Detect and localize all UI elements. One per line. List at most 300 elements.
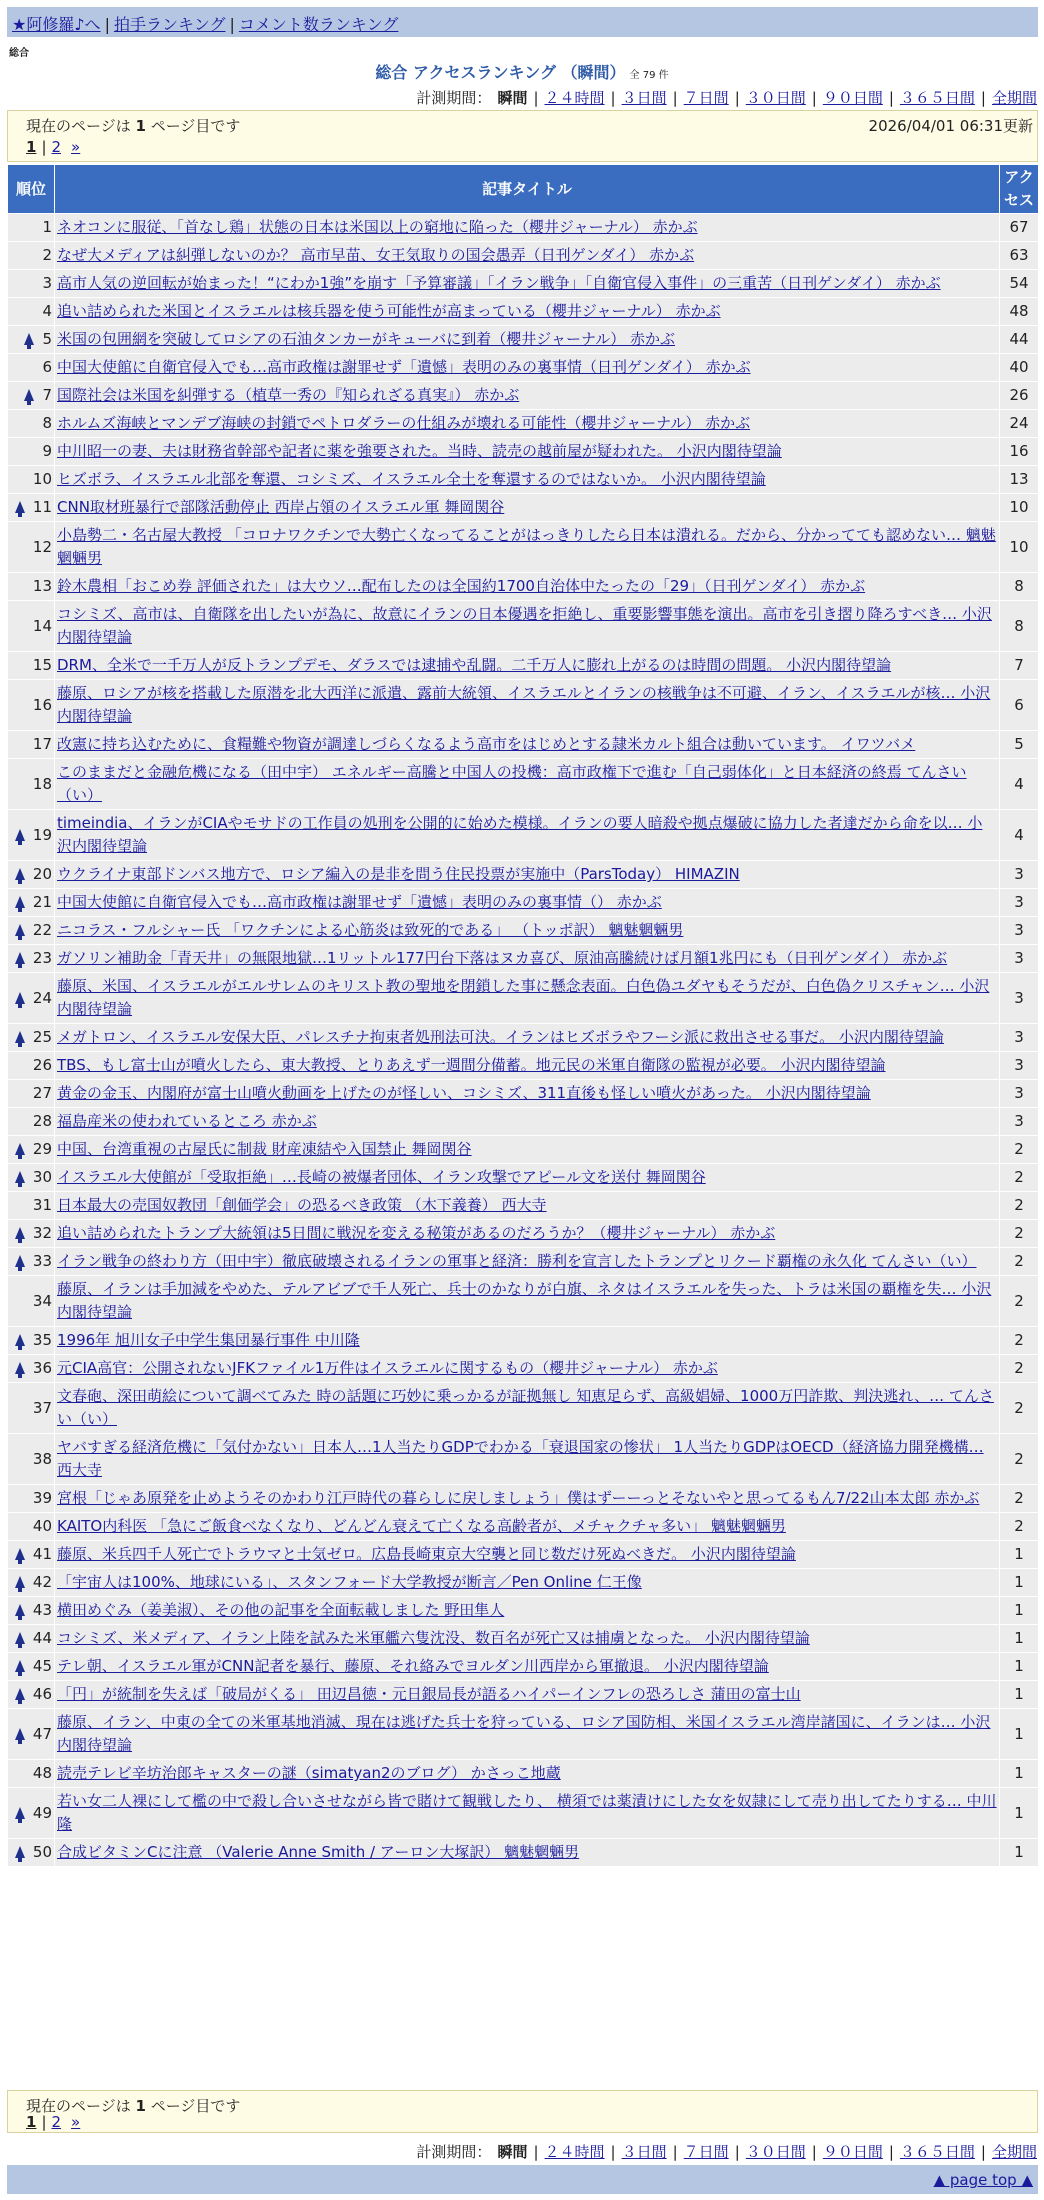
rank-cell <box>8 917 55 945</box>
rank-number: 21 <box>32 893 52 911</box>
table-row <box>8 410 1039 438</box>
article-link[interactable]: 追い詰められたトランプ大統領は5日間に戦況を変える秘策があるのだろうか？（櫻井ジャーナル） 赤かぶ <box>57 1224 776 1242</box>
access-count: 63 <box>1000 242 1039 270</box>
table-row <box>8 1597 1039 1625</box>
rank-number: 38 <box>32 1449 52 1468</box>
title-cell <box>55 945 1000 973</box>
period-link-6[interactable]: 全期間 <box>991 2143 1037 2161</box>
page-top-link[interactable]: ▲ page top ▲ <box>933 2171 1033 2189</box>
article-link[interactable]: ヤバすぎる経済危機に「気付かない」日本人…1人当たりGDPでわかる「衰退国家の惨状」 1人当たりGDPはOECD（経済協力開発機構… 西大寺 <box>57 1438 984 1479</box>
article-link[interactable]: 1996年 旭川女子中学生集団暴行事件 中川隆 <box>57 1331 360 1349</box>
pager-bottom <box>26 2113 80 2131</box>
title-cell <box>55 731 1000 759</box>
access-count: 1 <box>1000 1597 1039 1625</box>
rank-up-arrow-icon <box>15 1255 25 1267</box>
article-link[interactable]: timeindia、イランがCIAやモサドの工作員の処刑を公開的に始めた模様。イランの要人暗殺や拠点爆破に協力した者達だから命を以… 小沢内閣待望論 <box>57 814 983 855</box>
article-link[interactable]: KAITO内科医 「急にご飯食べなくなり、どんどん衰えて亡くなる高齢者が、メチャクチャ多い」 魑魅魍魎男 <box>57 1517 786 1535</box>
article-link[interactable]: 米国の包囲網を突破してロシアの石油タンカーがキューバに到着（櫻井ジャーナル） 赤かぶ <box>57 330 675 348</box>
table-row <box>8 1625 1039 1653</box>
pager-link-1[interactable]: 2 <box>51 2113 62 2131</box>
rank-up-arrow-icon <box>15 1031 25 1043</box>
comment-ranking-link[interactable]: コメント数ランキング <box>238 15 399 34</box>
article-link[interactable]: 元CIA高官：公開されないJFKファイル1万件はイスラエルに関するもの（櫻井ジャーナル） 赤かぶ <box>57 1359 718 1377</box>
title-cell <box>55 1383 1000 1434</box>
table-row <box>8 601 1039 652</box>
period-link-0[interactable]: ２４時間 <box>544 89 605 107</box>
title-cell <box>55 1248 1000 1276</box>
rank-up-arrow-icon <box>15 1171 25 1183</box>
title-cell <box>55 438 1000 466</box>
access-count: 2 <box>1000 1164 1039 1192</box>
article-link[interactable]: 藤原、ロシアが核を搭載した原潜を北大西洋に派遣、露前大統領、イスラエルとイランの核戦争は不可避、イラン、イスラエルが核… 小沢内閣待望論 <box>57 684 991 725</box>
rank-number: 34 <box>32 1291 52 1310</box>
article-link[interactable]: 中国、台湾重視の古屋氏に制裁 財産凍結や入国禁止 舞岡関谷 <box>57 1140 472 1158</box>
rank-cell <box>8 1681 55 1709</box>
pager-separator: | <box>41 2113 47 2131</box>
title-cell <box>55 354 1000 382</box>
rank-up-arrow-icon <box>15 868 25 880</box>
rank-number: 44 <box>32 1629 52 1647</box>
rank-cell <box>8 1839 55 1867</box>
rank-cell <box>8 1383 55 1434</box>
rank-number: 32 <box>32 1224 52 1242</box>
rank-cell <box>8 1248 55 1276</box>
article-link[interactable]: 藤原、米兵四千人死亡でトラウマと士気ゼロ。広島長崎東京大空襲と同じ数だけ死ぬべきだ。 小沢内閣待望論 <box>57 1545 796 1563</box>
rank-up-arrow-icon <box>15 1362 25 1374</box>
access-count: 3 <box>1000 945 1039 973</box>
table-row <box>8 1709 1039 1760</box>
article-link[interactable]: DRM、全米で一千万人が反トランプデモ、ダラスでは逮捕や乱闘。二千万人に膨れ上がるのは時間の問題。 小沢内閣待望論 <box>57 656 892 674</box>
access-count: 2 <box>1000 1248 1039 1276</box>
access-count: 2 <box>1000 1383 1039 1434</box>
rank-cell <box>8 242 55 270</box>
access-count: 4 <box>1000 810 1039 861</box>
access-count: 13 <box>1000 466 1039 494</box>
article-link[interactable]: ウクライナ東部ドンバス地方で、ロシア編入の是非を問う住民投票が実施中（ParsToday） HIMAZIN <box>57 865 740 883</box>
home-link[interactable]: ★阿修羅♪へ <box>12 15 101 34</box>
article-link[interactable]: このままだと金融危機になる（田中宇） エネルギー高騰と中国人の投機：高市政権下で進む「自己弱体化」と日本経済の終焉 てんさい（い） <box>57 763 967 804</box>
ranking-table <box>7 164 1039 1867</box>
rank-cell <box>8 861 55 889</box>
title-cell <box>55 1485 1000 1513</box>
rank-number: 41 <box>32 1545 52 1563</box>
access-count: 67 <box>1000 214 1039 242</box>
article-link[interactable]: 藤原、イランは手加減をやめた、テルアビブで千人死亡、兵士のかなりが白旗、ネタはイスラエルを失った、トラは米国の覇権を失… 小沢内閣待望論 <box>57 1280 992 1321</box>
rank-up-arrow-icon <box>15 1807 25 1819</box>
article-link[interactable]: なぜ大メディアは糾弾しないのか？ 高市早苗、女王気取りの国会愚弄（日刊ゲンダイ） 赤かぶ <box>57 246 695 264</box>
table-row <box>8 917 1039 945</box>
period-current: 瞬間 <box>497 2143 528 2161</box>
table-row <box>8 1653 1039 1681</box>
period-link-6[interactable]: 全期間 <box>991 89 1037 107</box>
rank-number: 10 <box>32 470 52 488</box>
rank-up-arrow-icon <box>15 1660 25 1672</box>
access-count: 2 <box>1000 1355 1039 1383</box>
table-row <box>8 1136 1039 1164</box>
title-cell <box>55 326 1000 354</box>
title-cell <box>55 410 1000 438</box>
rank-cell <box>8 466 55 494</box>
rank-number: 4 <box>42 302 52 320</box>
rank-number: 30 <box>32 1168 52 1186</box>
title-cell <box>55 1569 1000 1597</box>
rank-up-arrow-icon <box>15 1728 25 1740</box>
period-link-3[interactable]: ３０日間 <box>745 89 806 107</box>
table-row <box>8 214 1039 242</box>
article-link[interactable]: 黄金の金玉、内閣府が富士山噴火動画を上げたのが怪しい、コシミズ、311直後も怪しい噴火があった。 小沢内閣待望論 <box>57 1084 871 1102</box>
pager-link-1[interactable]: 2 <box>51 138 62 156</box>
rank-cell <box>8 1485 55 1513</box>
rank-up-arrow-icon <box>15 1576 25 1588</box>
period-separator: | <box>888 89 894 107</box>
rank-number: 6 <box>42 358 52 376</box>
title-cell <box>55 759 1000 810</box>
period-link-5[interactable]: ３６５日間 <box>899 89 975 107</box>
rank-cell <box>8 1080 55 1108</box>
rank-up-arrow-icon <box>15 992 25 1004</box>
rank-number: 42 <box>32 1573 52 1591</box>
rank-up-arrow-icon <box>15 1227 25 1239</box>
total-count: 全 79 件 <box>629 70 669 81</box>
article-link[interactable]: 中川昭一の妻、夫は財務省幹部や記者に薬を強要された。当時、読売の越前屋が疑われた。 小沢内閣待望論 <box>57 442 782 460</box>
period-link-4[interactable]: ９０日間 <box>822 89 883 107</box>
access-count: 16 <box>1000 438 1039 466</box>
access-count: 1 <box>1000 1681 1039 1709</box>
access-count: 44 <box>1000 326 1039 354</box>
title-cell <box>55 917 1000 945</box>
table-row <box>8 1192 1039 1220</box>
article-link[interactable]: 若い女二人裸にして檻の中で殺し合いさせながら皆で賭けて観戦したり、 横須では薬漬けにした女を奴隷にして売り出してたりする… 中川隆 <box>57 1792 997 1833</box>
title-cell <box>55 810 1000 861</box>
rank-number: 19 <box>32 825 52 844</box>
access-count: 48 <box>1000 298 1039 326</box>
access-count: 2 <box>1000 1192 1039 1220</box>
rank-cell <box>8 810 55 861</box>
access-count: 3 <box>1000 1052 1039 1080</box>
title-cell <box>55 1136 1000 1164</box>
period-selector-top <box>416 87 1037 108</box>
table-row <box>8 1024 1039 1052</box>
title-cell <box>55 1839 1000 1867</box>
access-count: 10 <box>1000 522 1039 573</box>
rank-cell <box>8 1136 55 1164</box>
rank-up-arrow-icon <box>15 896 25 908</box>
rank-cell <box>8 1024 55 1052</box>
rank-number: 22 <box>32 921 52 939</box>
rank-cell <box>8 270 55 298</box>
rank-number: 3 <box>42 274 52 292</box>
table-row <box>8 326 1039 354</box>
article-link[interactable]: TBS、もし富士山が噴火したら、東大教授、とりあえず一週間分備蓄。地元民の米軍自衛隊の監視が必要。 小沢内閣待望論 <box>57 1056 886 1074</box>
pager-link-2[interactable]: » <box>71 2113 81 2131</box>
rank-cell <box>8 1164 55 1192</box>
article-link[interactable]: 改憲に持ち込むために、食糧難や物資が調達しづらくなるよう高市をはじめとする隷米カルト組合は動いています。 イワツバメ <box>57 735 916 753</box>
period-separator: | <box>672 89 678 107</box>
rank-number: 15 <box>32 656 52 674</box>
table-row <box>8 1541 1039 1569</box>
table-row <box>8 1052 1039 1080</box>
title-cell <box>55 1653 1000 1681</box>
table-row <box>8 1327 1039 1355</box>
table-row <box>8 242 1039 270</box>
article-link[interactable]: 高市人気の逆回転が始まった！“にわか1強”を崩す「予算審議」「イラン戦争」「自衛官侵入事件」の三重苦（日刊ゲンダイ） 赤かぶ <box>57 274 941 292</box>
article-link[interactable]: 横田めぐみ（姜美淑）、その他の記事を全面転載しました 野田隼人 <box>57 1601 505 1619</box>
table-row <box>8 382 1039 410</box>
nav-separator: | <box>104 15 110 34</box>
rank-number: 48 <box>32 1764 52 1782</box>
article-link[interactable]: 藤原、米国、イスラエルがエルサレムのキリスト教の聖地を閉鎖した事に懸念表面。白色偽ユダヤもそうだが、白色偽クリスチャン… 小沢内閣待望論 <box>57 977 990 1018</box>
title-cell <box>55 1625 1000 1653</box>
title-cell <box>55 573 1000 601</box>
article-link[interactable]: ニコラス・フルシャー氏 「ワクチンによる心筋炎は致死的である」 （トッポ訳） 魑魅魍魎男 <box>57 921 684 939</box>
article-link[interactable]: イスラエル大使館が「受取拒絶」…長崎の被爆者団体、イラン攻撃でアピール文を送付 舞岡関谷 <box>57 1168 706 1186</box>
rank-number: 24 <box>32 988 52 1007</box>
article-link[interactable]: イラン戦争の終わり方（田中宇）徹底破壊されるイランの軍事と経済：勝利を宣言したトランプとリクード覇権の永久化 てんさい（い） <box>57 1252 977 1270</box>
title-cell <box>55 270 1000 298</box>
title-cell <box>55 1220 1000 1248</box>
rank-number: 33 <box>32 1252 52 1270</box>
article-link[interactable]: 文春砲、深田萌絵について調べてみた 時の話題に巧妙に乗っかるが証拠無し 知恵足らず、高級娼婦、1000万円詐欺、判決逃れ、… てんさい（い） <box>57 1387 994 1428</box>
table-row <box>8 1839 1039 1867</box>
access-count: 26 <box>1000 382 1039 410</box>
rank-up-arrow-icon <box>15 952 25 964</box>
rank-cell <box>8 1355 55 1383</box>
table-row <box>8 1434 1039 1485</box>
access-count: 1 <box>1000 1839 1039 1867</box>
table-row <box>8 1513 1039 1541</box>
article-link[interactable]: ガソリン補助金「青天井」の無限地獄…1リットル177円台下落はヌカ喜び、原油高騰続けば月額1兆円にも（日刊ゲンダイ） 赤かぶ <box>57 949 948 967</box>
rank-number: 7 <box>42 386 52 404</box>
rank-up-arrow-icon <box>15 1604 25 1616</box>
rank-cell <box>8 410 55 438</box>
table-row <box>8 298 1039 326</box>
access-count: 8 <box>1000 601 1039 652</box>
rank-cell <box>8 1513 55 1541</box>
title-cell <box>55 1681 1000 1709</box>
period-link-1[interactable]: ３日間 <box>621 2143 667 2161</box>
period-selector-bottom <box>416 2141 1037 2162</box>
article-link[interactable]: 藤原、イラン、中東の全ての米軍基地消滅、現在は逃げた兵士を狩っている、ロシア国防相、米国イスラエル湾岸諸国に、イランは… 小沢内閣待望論 <box>57 1713 991 1754</box>
access-count: 3 <box>1000 1024 1039 1052</box>
nav-separator: | <box>229 15 235 34</box>
title-cell <box>55 494 1000 522</box>
rank-cell <box>8 1597 55 1625</box>
title-cell <box>55 861 1000 889</box>
access-count: 3 <box>1000 889 1039 917</box>
article-link[interactable]: CNN取材班暴行で部隊活動停止 西岸占領のイスラエル軍 舞岡関谷 <box>57 498 505 516</box>
rank-cell <box>8 573 55 601</box>
period-link-2[interactable]: ７日間 <box>683 89 729 107</box>
table-row <box>8 1220 1039 1248</box>
table-row <box>8 1248 1039 1276</box>
rank-cell <box>8 382 55 410</box>
period-link-5[interactable]: ３６５日間 <box>899 2143 975 2161</box>
table-row <box>8 861 1039 889</box>
period-separator: | <box>672 2143 678 2161</box>
access-count: 3 <box>1000 973 1039 1024</box>
updated-timestamp: 2026/04/01 06:31更新 <box>868 117 1033 135</box>
access-count: 3 <box>1000 1108 1039 1136</box>
period-separator: | <box>980 89 986 107</box>
period-separator: | <box>610 89 616 107</box>
rank-up-arrow-icon <box>15 1846 25 1858</box>
top-nav-bar <box>7 7 1038 37</box>
title-cell <box>55 1052 1000 1080</box>
table-row <box>8 1760 1039 1788</box>
table-row <box>8 1788 1039 1839</box>
table-row <box>8 973 1039 1024</box>
access-count: 1 <box>1000 1788 1039 1839</box>
table-row <box>8 680 1039 731</box>
title-cell <box>55 1080 1000 1108</box>
title-cell <box>55 1327 1000 1355</box>
period-separator: | <box>811 89 817 107</box>
period-link-0[interactable]: ２４時間 <box>544 2143 605 2161</box>
table-header-row <box>8 165 1039 214</box>
rank-cell <box>8 354 55 382</box>
access-count: 1 <box>1000 1625 1039 1653</box>
access-count: 1 <box>1000 1760 1039 1788</box>
page-title: 総合 アクセスランキング （瞬間） <box>375 63 626 82</box>
table-row <box>8 1276 1039 1327</box>
rank-cell <box>8 1625 55 1653</box>
article-link[interactable]: 「円」が統制を失えば「破局がくる」 田辺昌徳・元日銀局長が語るハイパーインフレの恐ろしさ 蒲田の富士山 <box>57 1685 801 1703</box>
rank-number: 2 <box>42 246 52 264</box>
title-cell <box>55 652 1000 680</box>
rank-cell <box>8 1276 55 1327</box>
rank-number: 11 <box>32 498 52 516</box>
period-link-3[interactable]: ３０日間 <box>745 2143 806 2161</box>
rank-cell <box>8 973 55 1024</box>
article-link[interactable]: 鈴木農相「おこめ券 評価された」は大ウソ…配布したのは全国約1700自治体中たったの「29」（日刊ゲンダイ） 赤かぶ <box>57 577 866 595</box>
rank-cell <box>8 214 55 242</box>
table-row <box>8 438 1039 466</box>
access-count: 1 <box>1000 1569 1039 1597</box>
access-count: 8 <box>1000 573 1039 601</box>
rank-number: 18 <box>32 774 52 793</box>
header-access: アクセス <box>1000 165 1039 214</box>
pager-current: 1 <box>26 138 37 156</box>
title-cell <box>55 466 1000 494</box>
rank-number: 8 <box>42 414 52 432</box>
rank-up-arrow-icon <box>15 924 25 936</box>
period-separator: | <box>980 2143 986 2161</box>
article-link[interactable]: 合成ビタミンCに注意 （Valerie Anne Smith / アーロン大塚訳） 魑魅魍魎男 <box>57 1843 580 1861</box>
article-link[interactable]: 追い詰められた米国とイスラエルは核兵器を使う可能性が高まっている（櫻井ジャーナル） 赤かぶ <box>57 302 721 320</box>
title-cell <box>55 1024 1000 1052</box>
article-link[interactable]: 宮根「じゃあ原発を止めようそのかわり江戸時代の暮らしに戻しましょう」僕はずーーっとそないやと思ってるもん7/22山本太郎 赤かぶ <box>57 1489 980 1507</box>
table-row <box>8 1080 1039 1108</box>
rank-up-arrow-icon <box>24 333 34 345</box>
rank-number: 47 <box>32 1724 52 1743</box>
rank-number: 36 <box>32 1359 52 1377</box>
table-row <box>8 945 1039 973</box>
article-link[interactable]: メガトロン、イスラエル安保大臣、パレスチナ拘束者処刑法可決。イランはヒズボラやフーシ派に救出させる事だ。 小沢内閣待望論 <box>57 1028 944 1046</box>
access-count: 2 <box>1000 1485 1039 1513</box>
rank-cell <box>8 1052 55 1080</box>
article-link[interactable]: 「宇宙人は100%、地球にいる」、スタンフォード大学教授が断言／Pen Online 仁王像 <box>57 1573 642 1591</box>
header-rank: 順位 <box>8 165 55 214</box>
table-row <box>8 1681 1039 1709</box>
current-page-text: 現在のページは 1 ページ目です <box>26 2097 241 2115</box>
article-link[interactable]: 国際社会は米国を糾弾する（植草一秀の『知られざる真実』） 赤かぶ <box>57 386 520 404</box>
table-row <box>8 466 1039 494</box>
rank-cell <box>8 601 55 652</box>
pager-link-2[interactable]: » <box>71 138 81 156</box>
rank-up-arrow-icon <box>15 829 25 841</box>
title-cell <box>55 1709 1000 1760</box>
pager-separator: | <box>41 138 47 156</box>
period-link-4[interactable]: ９０日間 <box>822 2143 883 2161</box>
article-link[interactable]: 中国大使館に自衛官侵入でも…高市政権は謝罪せず「遺憾」表明のみの裏事情（） 赤かぶ <box>57 893 662 911</box>
title-cell <box>55 680 1000 731</box>
rank-cell <box>8 438 55 466</box>
access-count: 2 <box>1000 1276 1039 1327</box>
rank-cell <box>8 731 55 759</box>
article-link[interactable]: ヒズボラ、イスラエル北部を奪還、コシミズ、イスラエル全土を奪還するのではないか。 小沢内閣待望論 <box>57 470 766 488</box>
rank-number: 39 <box>32 1489 52 1507</box>
period-link-2[interactable]: ７日間 <box>683 2143 729 2161</box>
article-link[interactable]: 小島勢二・名古屋大教授 「コロナワクチンで大勢亡くなってることがはっきりしたら日本は潰れる。だから、分かってても認めない… 魑魅魍魎男 <box>57 526 996 567</box>
rank-number: 37 <box>32 1398 52 1417</box>
rank-number: 1 <box>42 218 52 236</box>
clap-ranking-link[interactable]: 拍手ランキング <box>113 15 226 34</box>
table-row <box>8 731 1039 759</box>
period-separator: | <box>734 89 740 107</box>
rank-cell <box>8 522 55 573</box>
rank-cell <box>8 1192 55 1220</box>
rank-number: 20 <box>32 865 52 883</box>
rank-number: 43 <box>32 1601 52 1619</box>
title-cell <box>55 382 1000 410</box>
article-link[interactable]: ホルムズ海峡とマンデブ海峡の封鎖でペトロダラーの仕組みが壊れる可能性（櫻井ジャーナル） 赤かぶ <box>57 414 751 432</box>
pager-current: 1 <box>26 2113 37 2131</box>
title-cell <box>55 1108 1000 1136</box>
period-separator: | <box>533 89 539 107</box>
rank-number: 14 <box>32 616 52 635</box>
rank-number: 12 <box>32 537 52 556</box>
title-cell <box>55 1192 1000 1220</box>
rank-number: 46 <box>32 1685 52 1703</box>
article-link[interactable]: コシミズ、高市は、自衛隊を出したいが為に、故意にイランの日本優遇を拒絶し、重要影響事態を演出。高市を引き摺り降ろすべき… 小沢内閣待望論 <box>57 605 992 646</box>
article-link[interactable]: ネオコンに服従、「首なし鶏」状態の日本は米国以上の窮地に陥った（櫻井ジャーナル） 赤かぶ <box>57 218 698 236</box>
period-link-1[interactable]: ３日間 <box>621 89 667 107</box>
article-link[interactable]: コシミズ、米メディア、イラン上陸を試みた米軍艦六隻沈没、数百名が死亡又は捕虜となった。 小沢内閣待望論 <box>57 1629 810 1647</box>
rank-number: 28 <box>32 1112 52 1130</box>
rank-cell <box>8 1709 55 1760</box>
rank-cell <box>8 326 55 354</box>
title-cell <box>55 522 1000 573</box>
rank-cell <box>8 759 55 810</box>
table-row <box>8 1164 1039 1192</box>
rank-cell <box>8 1220 55 1248</box>
access-count: 7 <box>1000 652 1039 680</box>
pager-top <box>26 138 80 156</box>
rank-cell <box>8 889 55 917</box>
page-info-top <box>7 110 1038 162</box>
rank-cell <box>8 652 55 680</box>
rank-number: 50 <box>32 1843 52 1861</box>
article-link[interactable]: 日本最大の売国奴教団「創価学会」の恐るべき政策 （木下義養） 西大寺 <box>57 1196 547 1214</box>
title-cell <box>55 973 1000 1024</box>
article-link[interactable]: 読売テレビ辛坊治郎キャスターの謎（simatyan2のブログ） かさっこ地蔵 <box>57 1764 561 1782</box>
article-link[interactable]: 福島産米の使われているところ 赤かぶ <box>57 1112 317 1130</box>
article-link[interactable]: 中国大使館に自衛官侵入でも…高市政権は謝罪せず「遺憾」表明のみの裏事情（日刊ゲンダイ） 赤かぶ <box>57 358 751 376</box>
title-cell <box>55 889 1000 917</box>
rank-number: 5 <box>42 330 52 348</box>
article-link[interactable]: テレ朝、イスラエル軍がCNN記者を暴行、藤原、それ絡みでヨルダン川西岸から軍撤退。 小沢内閣待望論 <box>57 1657 769 1675</box>
access-count: 2 <box>1000 1513 1039 1541</box>
